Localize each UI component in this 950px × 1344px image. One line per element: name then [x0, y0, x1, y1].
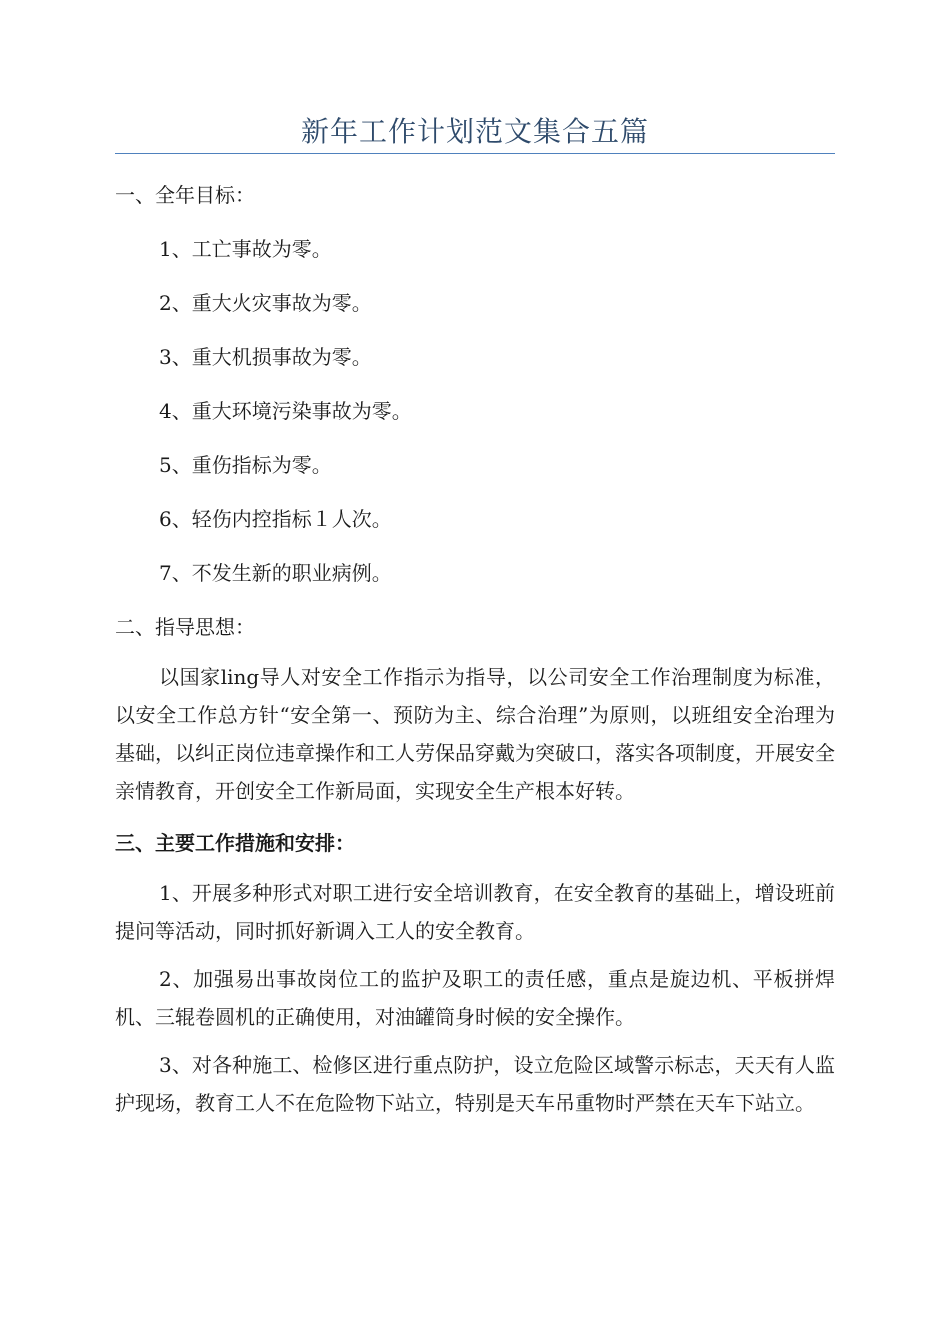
- goal-item: 6、轻伤内控指标１人次。: [159, 507, 392, 531]
- section-heading-goals: 一、全年目标：: [115, 183, 255, 207]
- guiding-thought-paragraph: 以国家ling导人对安全工作指示为指导，以公司安全工作治理制度为标准，以安全工作总方针“安全第一、预防为主、综合治理”为原则，以班组安全治理为基础，以纠正岗位违章操作和工人劳保品穿戴为突破口，落实各项制度，开展安全亲情教育，开创安全工作新局面，实现安全生产根本好转。: [115, 665, 835, 803]
- title-underline: [115, 153, 835, 154]
- document-title: 新年工作计划范文集合五篇: [300, 115, 649, 148]
- goal-item: 7、不发生新的职业病例。: [159, 561, 392, 585]
- measure-paragraph: 3、对各种施工、检修区进行重点防护，设立危险区域警示标志，天天有人监护现场，教育工人不在危险物下站立，特别是天车吊重物时严禁在天车下站立。: [115, 1053, 835, 1115]
- document-body: [115, 172, 835, 1132]
- measure-paragraph: 1、开展多种形式对职工进行安全培训教育，在安全教育的基础上，增设班前提问等活动，同时抓好新调入工人的安全教育。: [115, 881, 835, 943]
- measure-paragraph: 2、加强易出事故岗位工的监护及职工的责任感，重点是旋边机、平板拼焊机、三辊卷圆机的正确使用，对油罐筒身时候的安全操作。: [115, 967, 835, 1029]
- section-heading-guiding-thought: 二、指导思想：: [115, 615, 255, 639]
- section-heading-measures: 三、主要工作措施和安排：: [115, 831, 355, 855]
- goal-item: 5、重伤指标为零。: [159, 453, 332, 477]
- goal-item: 4、重大环境污染事故为零。: [159, 399, 412, 423]
- goal-item: 1、工亡事故为零。: [159, 237, 332, 261]
- goal-item: 3、重大机损事故为零。: [159, 345, 372, 369]
- goal-item: 2、重大火灾事故为零。: [159, 291, 372, 315]
